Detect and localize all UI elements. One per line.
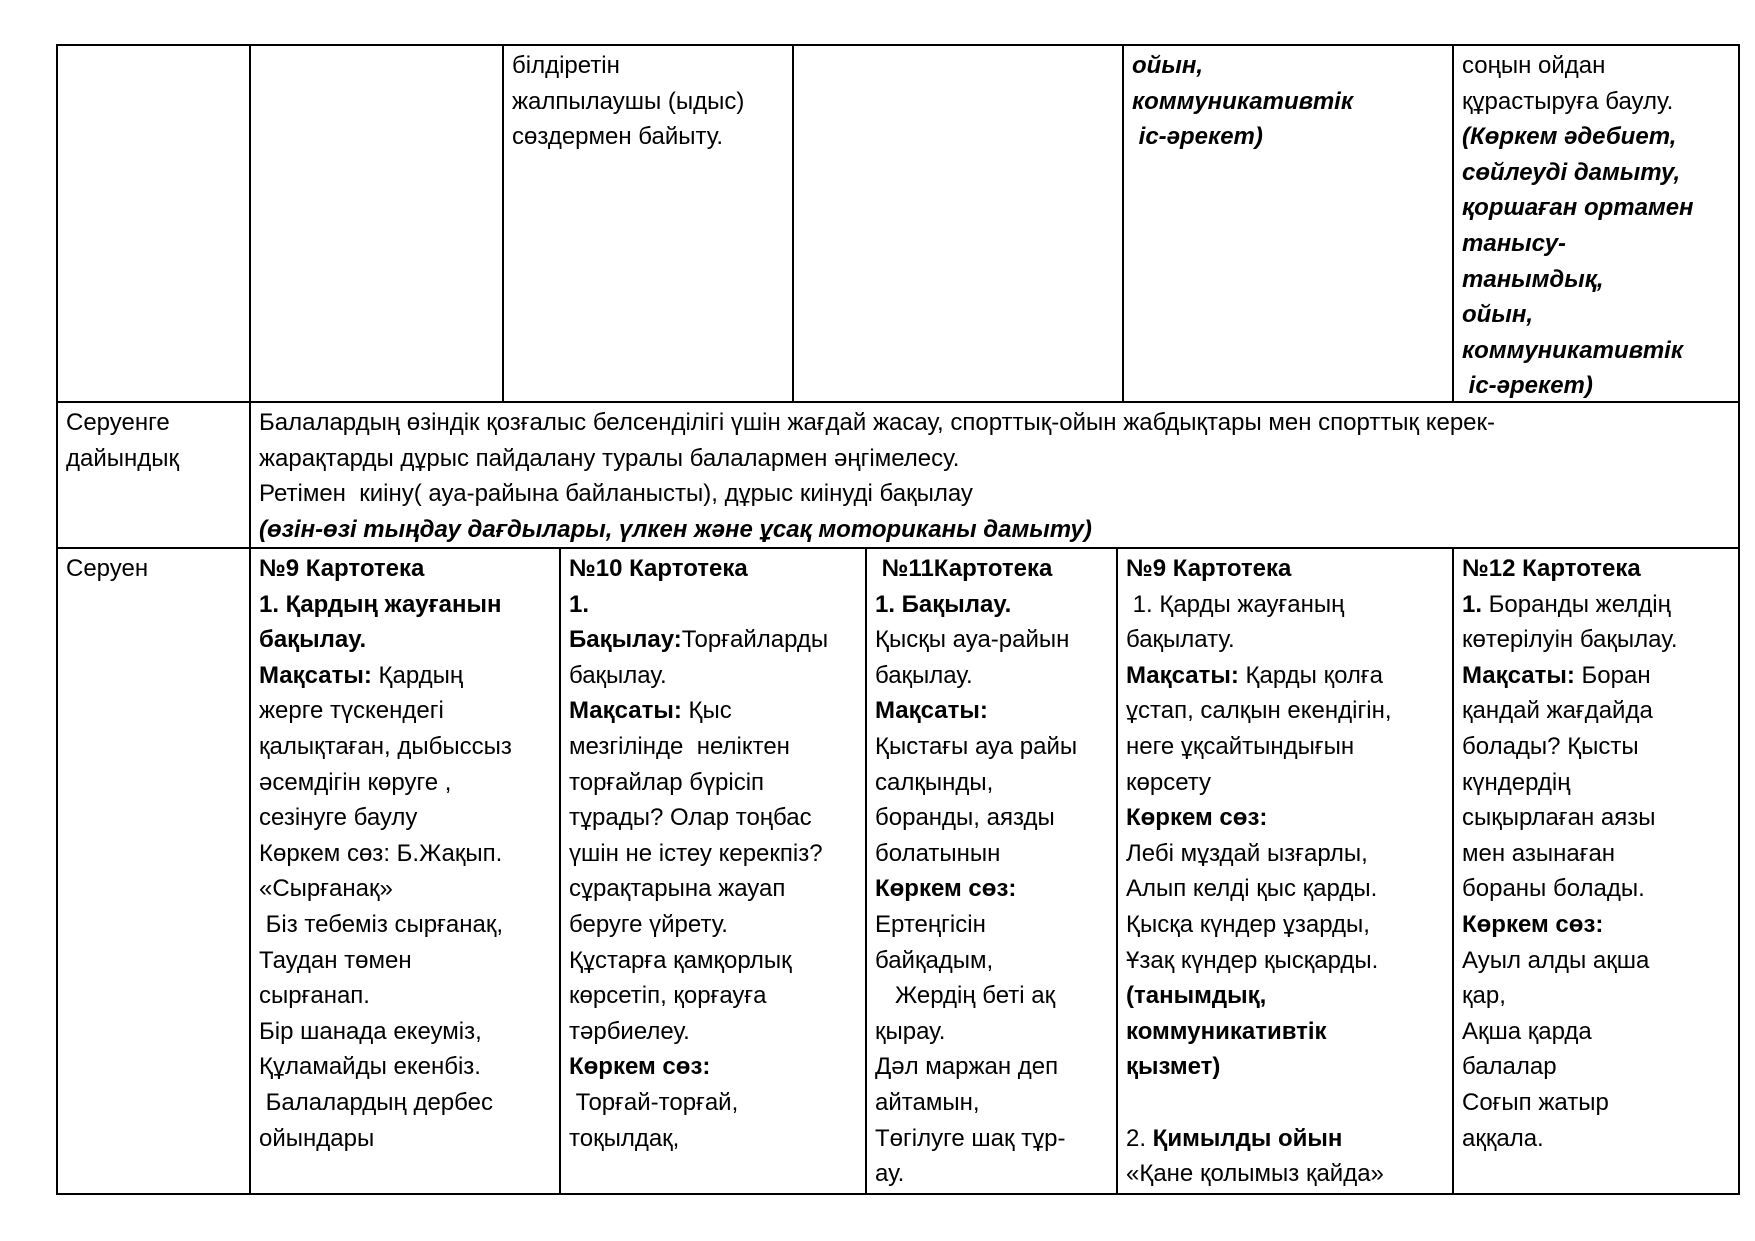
table-border-r3-c4: [1116, 547, 1118, 1193]
cell-line: [875, 765, 1106, 801]
cell-line: [875, 800, 1106, 836]
line-text: жарақтарды дұрыс пайдалану туралы балалармен әңгімелесу.: [259, 444, 960, 472]
line-text: Қыс: [681, 697, 732, 725]
line-text: Біз тебеміз сырғанақ,: [259, 910, 504, 938]
cell-line: [1462, 1014, 1728, 1050]
line-text: сырғанап.: [259, 982, 370, 1010]
line-text: Қардың: [371, 661, 464, 689]
cell-line: [1462, 190, 1728, 226]
cell-line: [66, 551, 239, 587]
cell-r3-day5: [1452, 547, 1738, 1193]
line-text: байқадым,: [875, 946, 994, 974]
line-text: көрсету: [1126, 768, 1212, 796]
line-text: 1.: [569, 590, 590, 618]
cell-line: [259, 729, 549, 765]
table-border-r3-c3: [865, 547, 867, 1193]
plan-table: [56, 44, 1738, 1193]
cell-line: [875, 587, 1106, 623]
line-text: іс-әрекет): [1462, 372, 1593, 400]
line-text: жалпылаушы (ыдыс): [512, 87, 745, 115]
cell-line: [259, 1085, 549, 1121]
table-border-r1-c4: [1122, 44, 1124, 401]
cell-line: [569, 587, 855, 623]
cell-line: [875, 1156, 1106, 1192]
line-text: 1. Қарды жауғаның: [1126, 590, 1345, 618]
cell-line: [66, 441, 239, 477]
line-text: Жердің беті ақ: [875, 982, 1056, 1010]
cell-line: [259, 551, 549, 587]
table-border-r3-c5: [1452, 547, 1454, 1193]
table-border-r1-c3: [792, 44, 794, 401]
line-text: аққала.: [1462, 1124, 1544, 1152]
line-text: Төгілуге шақ тұр-: [875, 1124, 1066, 1152]
cell-line: [1462, 943, 1728, 979]
line-text: бақылау.: [875, 661, 973, 689]
cell-line: [1132, 119, 1442, 155]
cell-line: [569, 693, 855, 729]
bold-prefix: Мақсаты:: [259, 661, 372, 689]
line-text: қалықтаған, дыбыссыз: [259, 732, 512, 760]
cell-r3-day4: [1116, 547, 1452, 1193]
cell-line: [259, 693, 549, 729]
cell-line: [875, 1121, 1106, 1157]
cell-line: [512, 84, 782, 120]
cell-line: [259, 441, 1728, 477]
line-text: болады? Қысты: [1462, 732, 1639, 760]
line-text: болатынын: [875, 839, 1001, 867]
line-text: боранды, аязды: [875, 804, 1055, 832]
line-text: Балалардың дербес: [259, 1088, 493, 1116]
line-text: коммуникативтік: [1126, 1017, 1327, 1045]
cell-r1-c5: [1122, 44, 1452, 401]
cell-line: [1462, 729, 1728, 765]
line-text: Қыстағы ауа райы: [875, 732, 1078, 760]
line-text: мен азынаған: [1462, 839, 1616, 867]
line-text: қырау.: [875, 1017, 946, 1045]
line-text: ойын,: [1462, 301, 1533, 329]
line-text: (Көркем әдебиет,: [1462, 123, 1677, 151]
line-text: ойын,: [1132, 52, 1203, 79]
line-text: Лебі мұздай ызғарлы,: [1126, 839, 1368, 867]
cell-line: [259, 765, 549, 801]
line-text: Қысқы ауа-райын: [875, 626, 1070, 654]
line-text: 1. Бақылау.: [875, 590, 1012, 618]
line-text: қоршаған ортамен: [1462, 194, 1694, 222]
line-text: 2.: [1126, 1124, 1147, 1152]
cell-line: [1126, 1049, 1442, 1085]
table-border-row2: [56, 547, 1739, 549]
cell-line: [1126, 587, 1442, 623]
table-row-walk: [56, 547, 1738, 1193]
line-text: №9 Картотека: [259, 555, 425, 582]
line-text: Қарды қолға: [1238, 661, 1384, 689]
cell-line: [1462, 48, 1728, 84]
cell-line: [1126, 729, 1442, 765]
line-text: Көркем сөз:: [569, 1053, 711, 1081]
line-text: (танымдық,: [1126, 982, 1267, 1010]
line-text: бақылату.: [1126, 626, 1235, 654]
cell-line: [1126, 836, 1442, 872]
cell-line: [1462, 622, 1728, 658]
cell-line: [1126, 551, 1442, 587]
cell-line: [1126, 693, 1442, 729]
line-text: соңын ойдан: [1462, 52, 1606, 79]
line-text: Ертеңгісін: [875, 910, 986, 938]
cell-line: [1462, 297, 1728, 333]
cell-line: [259, 836, 549, 872]
table-border-bottom: [56, 1193, 1739, 1195]
cell-line: [569, 1049, 855, 1085]
line-text: күндердің: [1462, 768, 1571, 796]
line-text: Таудан төмен: [259, 946, 412, 974]
line-text: көрсетіп, қорғауға: [569, 982, 767, 1010]
cell-line: [1126, 622, 1442, 658]
line-text: Торғай-торғай,: [569, 1088, 739, 1116]
bold-prefix: Бақылау:: [569, 626, 682, 654]
cell-line: [569, 1121, 855, 1157]
line-text: коммуникативтік: [1462, 336, 1683, 364]
cell-r1-c3: [502, 44, 792, 401]
cell-line: [1126, 871, 1442, 907]
line-text: жерге түскендегі: [259, 697, 444, 725]
line-text: Көркем сөз: Б.Жақып.: [259, 839, 503, 867]
line-text: Ретімен киіну( ауа-райына байланысты), дұрыс киінуді бақылау: [259, 480, 973, 508]
line-text: ау.: [875, 1160, 905, 1188]
cell-line: [875, 907, 1106, 943]
cell-line: [1462, 368, 1728, 401]
line-text: бақылау.: [569, 661, 667, 689]
table-row-walk-preparation: [56, 401, 1738, 547]
cell-r1-c6: [1452, 44, 1738, 401]
cell-line: [1462, 658, 1728, 694]
cell-r3-day2: [559, 547, 865, 1193]
cell-line: [569, 836, 855, 872]
cell-line: [1462, 587, 1728, 623]
cell-line: [1462, 1121, 1728, 1157]
line-text: көтерілуін бақылау.: [1462, 626, 1678, 654]
line-text: ұстап, салқын екендігін,: [1126, 697, 1392, 725]
line-text: құрастыруға баулу.: [1462, 87, 1674, 115]
cell-r1-c4: [792, 44, 1122, 401]
line-text: (өзін-өзі тыңдау дағдылары, үлкен және ұсақ моториканы дамыту): [259, 515, 1092, 543]
line-text: мезгілінде неліктен: [569, 732, 790, 760]
line-text: Ұзақ күндер қысқарды.: [1126, 946, 1379, 974]
cell-line: [259, 978, 549, 1014]
cell-line: [875, 693, 1106, 729]
line-text: Мақсаты:: [875, 697, 988, 725]
cell-line: [569, 907, 855, 943]
cell-line: [1126, 658, 1442, 694]
line-text: Боран: [1574, 661, 1651, 689]
line-text: бораны болады.: [1462, 875, 1645, 903]
cell-line: [569, 551, 855, 587]
bold-prefix: Мақсаты:: [1462, 661, 1575, 689]
line-text: Боранды желдің: [1482, 590, 1671, 618]
cell-line: [1126, 978, 1442, 1014]
cell-line: [1462, 800, 1728, 836]
table-border-right: [1738, 44, 1740, 1195]
line-text: іс-әрекет): [1132, 123, 1263, 151]
cell-line: [1126, 1014, 1442, 1050]
cell-line: [875, 729, 1106, 765]
line-text: танысу-: [1462, 229, 1567, 257]
line-text: Дәл маржан деп: [875, 1053, 1059, 1081]
cell-line: [569, 765, 855, 801]
cell-line: [259, 587, 549, 623]
line-text: қандай жағдайда: [1462, 697, 1653, 725]
cell-line: [875, 1049, 1106, 1085]
line-text: балалар: [1462, 1053, 1557, 1081]
cell-line: [569, 943, 855, 979]
line-text: қызмет): [1126, 1053, 1221, 1081]
cell-r3-day1: [249, 547, 559, 1193]
cell-line: [569, 1085, 855, 1121]
cell-line: [1126, 1156, 1442, 1192]
cell-line: [1462, 333, 1728, 369]
cell-line: [259, 871, 549, 907]
line-text: танымдық,: [1462, 265, 1604, 293]
table-border-top: [56, 44, 1739, 46]
cell-line: [569, 729, 855, 765]
cell-r2-label: [56, 401, 249, 547]
cell-line: [1462, 551, 1728, 587]
cell-line: [569, 800, 855, 836]
table-border-left: [56, 44, 58, 1195]
line-text: Балалардың өзіндік қозғалыс белсенділігі үшін жағдай жасау, спорттық-ойын жабдықтары мен спорттық керек-: [259, 409, 1495, 436]
table-border-col1: [249, 44, 251, 1195]
cell-line: [1132, 48, 1442, 84]
cell-line: [1126, 1121, 1442, 1157]
line-text: тәрбиелеу.: [569, 1017, 690, 1045]
cell-line: [66, 405, 239, 441]
line-text: №9 Картотека: [1126, 555, 1292, 582]
cell-line: [569, 658, 855, 694]
cell-line: [875, 658, 1106, 694]
cell-line: [875, 622, 1106, 658]
line-text: Құламайды екенбіз.: [259, 1053, 481, 1081]
line-text: Қысқа күндер ұзарды,: [1126, 910, 1370, 938]
cell-line: [875, 978, 1106, 1014]
cell-line: [875, 871, 1106, 907]
line-text: №11Картотека: [875, 555, 1053, 582]
cell-line: [569, 1014, 855, 1050]
line-text: 1. Қардың жауғанын: [259, 590, 502, 618]
line-text: сықырлаған аязы: [1462, 804, 1656, 832]
line-text: үшін не істеу керекпіз?: [569, 839, 823, 867]
cell-line: [1126, 800, 1442, 836]
table-border-row1: [56, 401, 1739, 403]
cell-line: [1462, 119, 1728, 155]
table-border-r3-c2: [559, 547, 561, 1193]
line-text: «Қане қолымыз қайда»: [1126, 1160, 1384, 1188]
cell-line: [259, 1014, 549, 1050]
line-text: Серуенге: [66, 409, 170, 436]
line-text: сөздермен байыту.: [512, 123, 724, 151]
cell-line: [875, 1014, 1106, 1050]
line-text: тоқылдақ,: [569, 1124, 680, 1152]
bold-suffix: Қимылды ойын: [1146, 1124, 1343, 1152]
cell-line: [1462, 765, 1728, 801]
cell-line: [259, 622, 549, 658]
cell-line: [259, 943, 549, 979]
cell-line: [875, 943, 1106, 979]
cell-line: [259, 800, 549, 836]
line-text: Бір шанада екеуміз,: [259, 1017, 482, 1045]
cell-r3-day3: [865, 547, 1116, 1193]
line-text: дайындық: [66, 444, 180, 472]
line-text: сөйлеуді дамыту,: [1462, 158, 1681, 186]
line-text: айтамын,: [875, 1088, 980, 1116]
cell-line: [875, 836, 1106, 872]
cell-line: [1462, 84, 1728, 120]
cell-line: [259, 512, 1728, 547]
line-text: Торғайларды: [681, 626, 829, 654]
cell-line: [1462, 1049, 1728, 1085]
cell-line: [1126, 1085, 1442, 1121]
cell-line: [1462, 693, 1728, 729]
cell-line: [1462, 836, 1728, 872]
cell-line: [259, 476, 1728, 512]
cell-line: [1462, 871, 1728, 907]
line-text: коммуникативтік: [1132, 87, 1353, 115]
line-text: сұрақтарына жауап: [569, 875, 786, 903]
table-border-r1-c5: [1452, 44, 1454, 401]
line-text: Серуен: [66, 555, 149, 582]
cell-r3-label: [56, 547, 249, 1193]
line-text: Көркем сөз:: [875, 875, 1017, 903]
cell-line: [512, 119, 782, 155]
cell-line: [1462, 226, 1728, 262]
cell-line: [1126, 765, 1442, 801]
line-text: ойындары: [259, 1124, 375, 1152]
bold-prefix: Мақсаты:: [1126, 661, 1239, 689]
cell-line: [1462, 1085, 1728, 1121]
table-row-continuation: [56, 44, 1738, 401]
line-text: Ақша қарда: [1462, 1017, 1592, 1045]
line-text: тұрады? Олар тоңбас: [569, 804, 812, 832]
bold-prefix: Мақсаты:: [569, 697, 682, 725]
cell-line: [1462, 907, 1728, 943]
line-text: сезінуге баулу: [259, 804, 418, 832]
line-text: Көркем сөз:: [1462, 910, 1604, 938]
cell-line: [875, 551, 1106, 587]
table-border-r1-c2: [502, 44, 504, 401]
line-text: салқынды,: [875, 768, 994, 796]
line-text: беруге үйрету.: [569, 910, 728, 938]
line-text: торғайлар бүрісіп: [569, 768, 765, 796]
cell-line: [1462, 978, 1728, 1014]
cell-r1-c1: [56, 44, 249, 401]
cell-line: [512, 48, 782, 84]
line-text: Алып келді қыс қарды.: [1126, 875, 1378, 903]
cell-line: [259, 907, 549, 943]
cell-line: [1462, 262, 1728, 298]
line-text: Көркем сөз:: [1126, 804, 1268, 832]
cell-r2-content: [249, 401, 1738, 547]
line-text: №10 Картотека: [569, 555, 748, 582]
cell-line: [259, 1121, 549, 1157]
line-text: Соғып жатыр: [1462, 1088, 1609, 1116]
bold-prefix: 1.: [1462, 590, 1483, 618]
line-text: әсемдігін көруге ,: [259, 768, 452, 796]
line-text: «Сырғанақ»: [259, 875, 393, 903]
cell-line: [875, 1085, 1106, 1121]
line-text: Құстарға қамқорлық: [569, 946, 792, 974]
line-text: қар,: [1462, 982, 1506, 1010]
cell-line: [1126, 943, 1442, 979]
cell-line: [1132, 84, 1442, 120]
line-text: бақылау.: [259, 626, 367, 654]
cell-line: [1126, 907, 1442, 943]
cell-line: [569, 978, 855, 1014]
cell-line: [259, 405, 1728, 441]
cell-r1-c2: [249, 44, 502, 401]
line-text: неге ұқсайтындығын: [1126, 732, 1355, 760]
cell-line: [569, 622, 855, 658]
cell-line: [1462, 155, 1728, 191]
line-text: №12 Картотека: [1462, 555, 1641, 582]
cell-line: [259, 658, 549, 694]
line-text: білдіретін: [512, 52, 620, 79]
cell-line: [259, 1049, 549, 1085]
line-text: Ауыл алды ақша: [1462, 946, 1650, 974]
cell-line: [569, 871, 855, 907]
